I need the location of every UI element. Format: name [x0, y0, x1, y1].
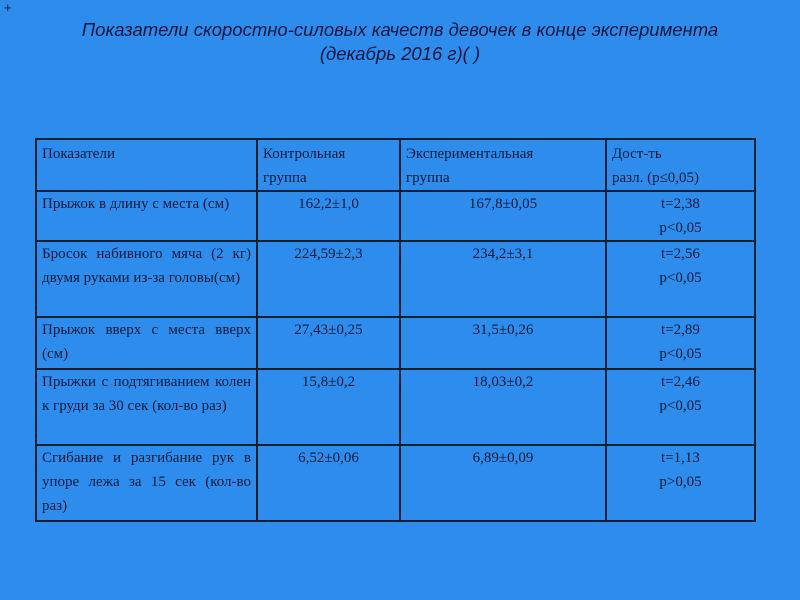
t-value: t=1,13: [661, 450, 700, 466]
row-experimental-value: 167,8±0,05: [400, 191, 606, 241]
row-experimental-value: 234,2±3,1: [400, 241, 606, 317]
row-indicator-name: Бросок набивного мяча (2 кг) двумя руками из-за головы(см): [36, 241, 257, 317]
row-control-value: 6,52±0,06: [257, 445, 400, 521]
row-indicator-name: Сгибание и разгибание рук в упоре лежа за 15 сек (кол-во раз): [36, 445, 257, 521]
title-line-2: (декабрь 2016 г)( ): [319, 43, 481, 64]
p-value: p<0,05: [659, 398, 702, 414]
row-indicator-name: Прыжок вверх с места вверх (см): [36, 317, 257, 369]
row-significance: [606, 241, 755, 317]
title-line-1: Показатели скоростно-силовых качеств девочек в конце эксперимента: [81, 19, 719, 40]
p-value: p<0,05: [659, 346, 702, 362]
row-experimental-value: 6,89±0,09: [400, 445, 606, 521]
row-indicator-name: Прыжок в длину с места (см): [36, 191, 257, 241]
header-experimental-group: Экспериментальная группа: [400, 139, 606, 191]
t-value: t=2,38: [661, 196, 700, 212]
header-significance: Дост-ть разл. (р≤0,05): [606, 139, 755, 191]
table-row: [36, 191, 755, 241]
header-control-group: Контрольная группа: [257, 139, 400, 191]
slide-title: [20, 18, 780, 66]
row-significance: [606, 191, 755, 241]
t-value: t=2,46: [661, 374, 700, 390]
table-header-row: [36, 139, 755, 191]
header-indicator: Показатели: [36, 139, 257, 191]
row-control-value: 224,59±2,3: [257, 241, 400, 317]
row-significance: [606, 445, 755, 521]
p-value: p<0,05: [659, 270, 702, 286]
table-row: [36, 241, 755, 317]
row-indicator-name: Прыжки с подтягиванием колен к груди за 30 сек (кол-во раз): [36, 369, 257, 445]
t-value: t=2,56: [661, 246, 700, 262]
row-significance: [606, 317, 755, 369]
t-value: t=2,89: [661, 322, 700, 338]
p-value: p>0,05: [659, 474, 702, 490]
row-control-value: 27,43±0,25: [257, 317, 400, 369]
corner-mark: +: [4, 0, 12, 15]
row-control-value: 15,8±0,2: [257, 369, 400, 445]
table-row: [36, 445, 755, 521]
row-experimental-value: 18,03±0,2: [400, 369, 606, 445]
row-control-value: 162,2±1,0: [257, 191, 400, 241]
p-value: p<0,05: [659, 220, 702, 236]
table-row: [36, 369, 755, 445]
row-significance: [606, 369, 755, 445]
row-experimental-value: 31,5±0,26: [400, 317, 606, 369]
table-row: [36, 317, 755, 369]
results-table: [35, 138, 756, 522]
